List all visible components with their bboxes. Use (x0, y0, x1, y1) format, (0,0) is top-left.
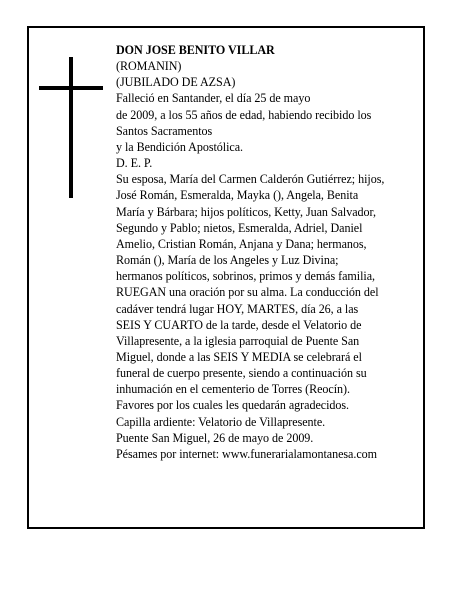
obituary-line: José Román, Esmeralda, Mayka (), Angela, Benita (116, 188, 359, 203)
obituary-line: Puente San Miguel, 26 de mayo de 2009. (116, 430, 314, 445)
obituary-line: Falleció en Santander, el día 25 de mayo (116, 91, 311, 106)
obituary-line: María y Bárbara; hijos políticos, Ketty, Juan Salvador, (116, 204, 376, 219)
obituary-line: Capilla ardiente: Velatorio de Villapresente. (116, 414, 326, 429)
obituary-notice (27, 26, 425, 529)
obituary-line: Amelio, Cristian Román, Anjana y Dana; hermanos, (116, 236, 367, 251)
deceased-occupation: (JUBILADO DE AZSA) (116, 75, 236, 90)
obituary-line: y la Bendición Apostólica. (116, 139, 244, 154)
obituary-line: de 2009, a los 55 años de edad, habiendo recibido los (116, 107, 372, 122)
obituary-line: Su esposa, María del Carmen Calderón Gutiérrez; hijos, (116, 172, 385, 187)
obituary-line: hermanos políticos, sobrinos, primos y demás familia, (116, 269, 376, 284)
cross-vertical-bar (69, 57, 73, 198)
deceased-nickname: (ROMANIN) (116, 59, 182, 74)
cross-horizontal-bar (39, 86, 103, 90)
condolences-line: Pésames por internet: www.funerarialamontanesa.com (116, 446, 378, 461)
obituary-line: funeral de cuerpo presente, siendo a continuación su (116, 366, 367, 381)
obituary-line: Favores por los cuales les quedarán agradecidos. (116, 398, 350, 413)
obituary-line: Santos Sacramentos (116, 123, 213, 138)
obituary-line: RUEGAN una oración por su alma. La conducción del (116, 285, 379, 300)
obituary-line: Villapresente, a la iglesia parroquial de Puente San (116, 333, 360, 348)
rest-in-peace: D. E. P. (116, 156, 153, 171)
deceased-name: DON JOSE BENITO VILLAR (116, 43, 275, 57)
obituary-line: cadáver tendrá lugar HOY, MARTES, día 26, a las (116, 301, 359, 316)
obituary-line: Segundo y Pablo; nietos, Esmeralda, Adriel, Daniel (116, 220, 363, 235)
obituary-line: inhumación en el cementerio de Torres (Reocín). (116, 382, 350, 397)
obituary-line: SEIS Y CUARTO de la tarde, desde el Velatorio de (116, 317, 362, 332)
obituary-line: Miguel, donde a las SEIS Y MEDIA se celebrará el (116, 349, 362, 364)
obituary-text (116, 42, 422, 462)
obituary-line: Román (), María de los Angeles y Luz Divina; (116, 253, 339, 268)
